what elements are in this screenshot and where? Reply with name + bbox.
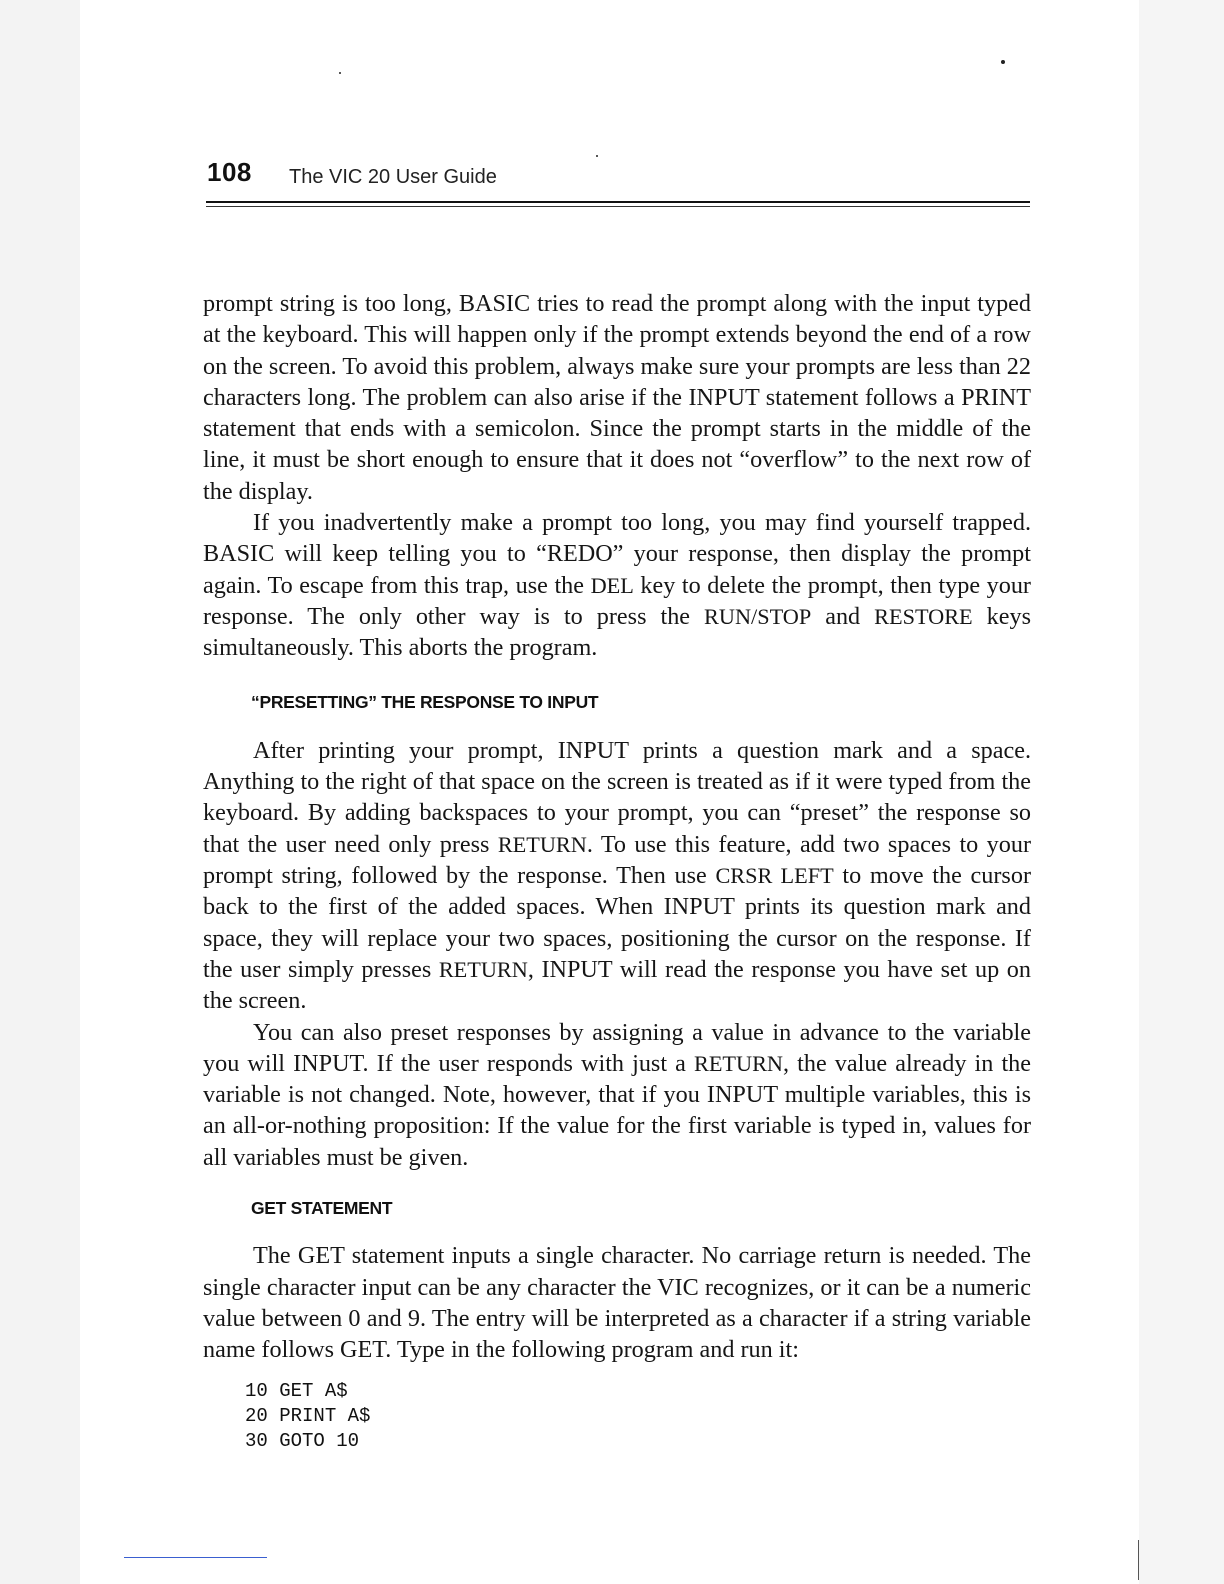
scan-margin-right xyxy=(1139,0,1224,1584)
scan-edge-mark xyxy=(1138,1540,1139,1580)
section-heading-get-statement: GET STATEMENT xyxy=(251,1198,393,1219)
paragraph-preset-variable: You can also preset responses by assigning a value in advance to the variable you will INPUT. If the user responds with just a RETURN, the value already in the variable is not changed. Note, however, that if you INPUT multiple variables, this is an all-or-nothing proposition: If the value for the first variable is typed in, values for all variables must be given. xyxy=(203,1018,1031,1171)
key-return: RETURN xyxy=(497,831,587,857)
scan-margin-left xyxy=(0,0,80,1584)
key-run-stop: RUN/STOP xyxy=(704,603,812,629)
body-text xyxy=(203,288,1031,1454)
header-rule-thin xyxy=(206,206,1030,207)
page-number: 108 xyxy=(207,157,252,187)
key-crsr-left: CRSR LEFT xyxy=(715,863,834,889)
code-listing xyxy=(245,1379,1031,1454)
key-return: RETURN xyxy=(438,956,528,982)
code-line: 20 PRINT A$ xyxy=(245,1404,371,1427)
paragraph-preset-response: After printing your prompt, INPUT prints a question mark and a space. Anything to the right of that space on the screen is treated as if it were typed from the keyboard. By adding backspaces to your prompt, you can “preset” the response so that the user need only press RETURN. To use this feature, add two spaces to your prompt string, followed by the response. Then use CRSR LEFT to move the cursor back to the first of the added spaces. When INPUT prints its question mark and space, they will replace your two spaces, positioning the cursor on the response. If the user simply presses RETURN, INPUT will read the response you have set up on the screen. xyxy=(203,736,1031,1015)
paragraph-get-statement: The GET statement inputs a single character. No carriage return is needed. The single character input can be any character the VIC recognizes, or it can be a numeric value between 0 and 9. The entry will be interpreted as a character if a string variable name follows GET. Type in the following program and run it: xyxy=(203,1242,1031,1364)
code-line: 10 GET A$ xyxy=(245,1379,348,1402)
paragraph-prompt-length: prompt string is too long, BASIC tries to read the prompt along with the input typed at the keyboard. This will happen only if the prompt extends beyond the end of a row on the screen. To avoid this problem, always make sure your prompts are less than 22 characters long. The problem can also arise if the INPUT statement follows a PRINT statement that ends with a semicolon. Since the prompt starts in the middle of the line, it must be short enough to ensure that it does not “overflow” to the next row of the display. xyxy=(203,290,1031,505)
scan-speck xyxy=(1001,60,1005,64)
key-del: DEL xyxy=(590,572,634,598)
scan-speck xyxy=(339,72,341,74)
header-rule-thick xyxy=(206,201,1030,203)
paragraph-redo-trap: If you inadvertently make a prompt too long, you may find yourself trapped. BASIC will keep telling you to “REDO” your response, then display the prompt again. To escape from this trap, use the DEL key to delete the prompt, then type your response. The only other way is to press the RUN/STOP and RESTORE keys simultaneously. This aborts the program. xyxy=(203,509,1031,662)
section-heading-presetting: “PRESETTING” THE RESPONSE TO INPUT xyxy=(251,691,599,712)
running-title: The VIC 20 User Guide xyxy=(289,166,497,188)
code-line: 30 GOTO 10 xyxy=(245,1429,360,1452)
key-restore: RESTORE xyxy=(874,603,973,629)
scan-artifact-line xyxy=(124,1557,267,1558)
page-header xyxy=(207,157,1029,189)
key-return: RETURN xyxy=(694,1050,783,1076)
